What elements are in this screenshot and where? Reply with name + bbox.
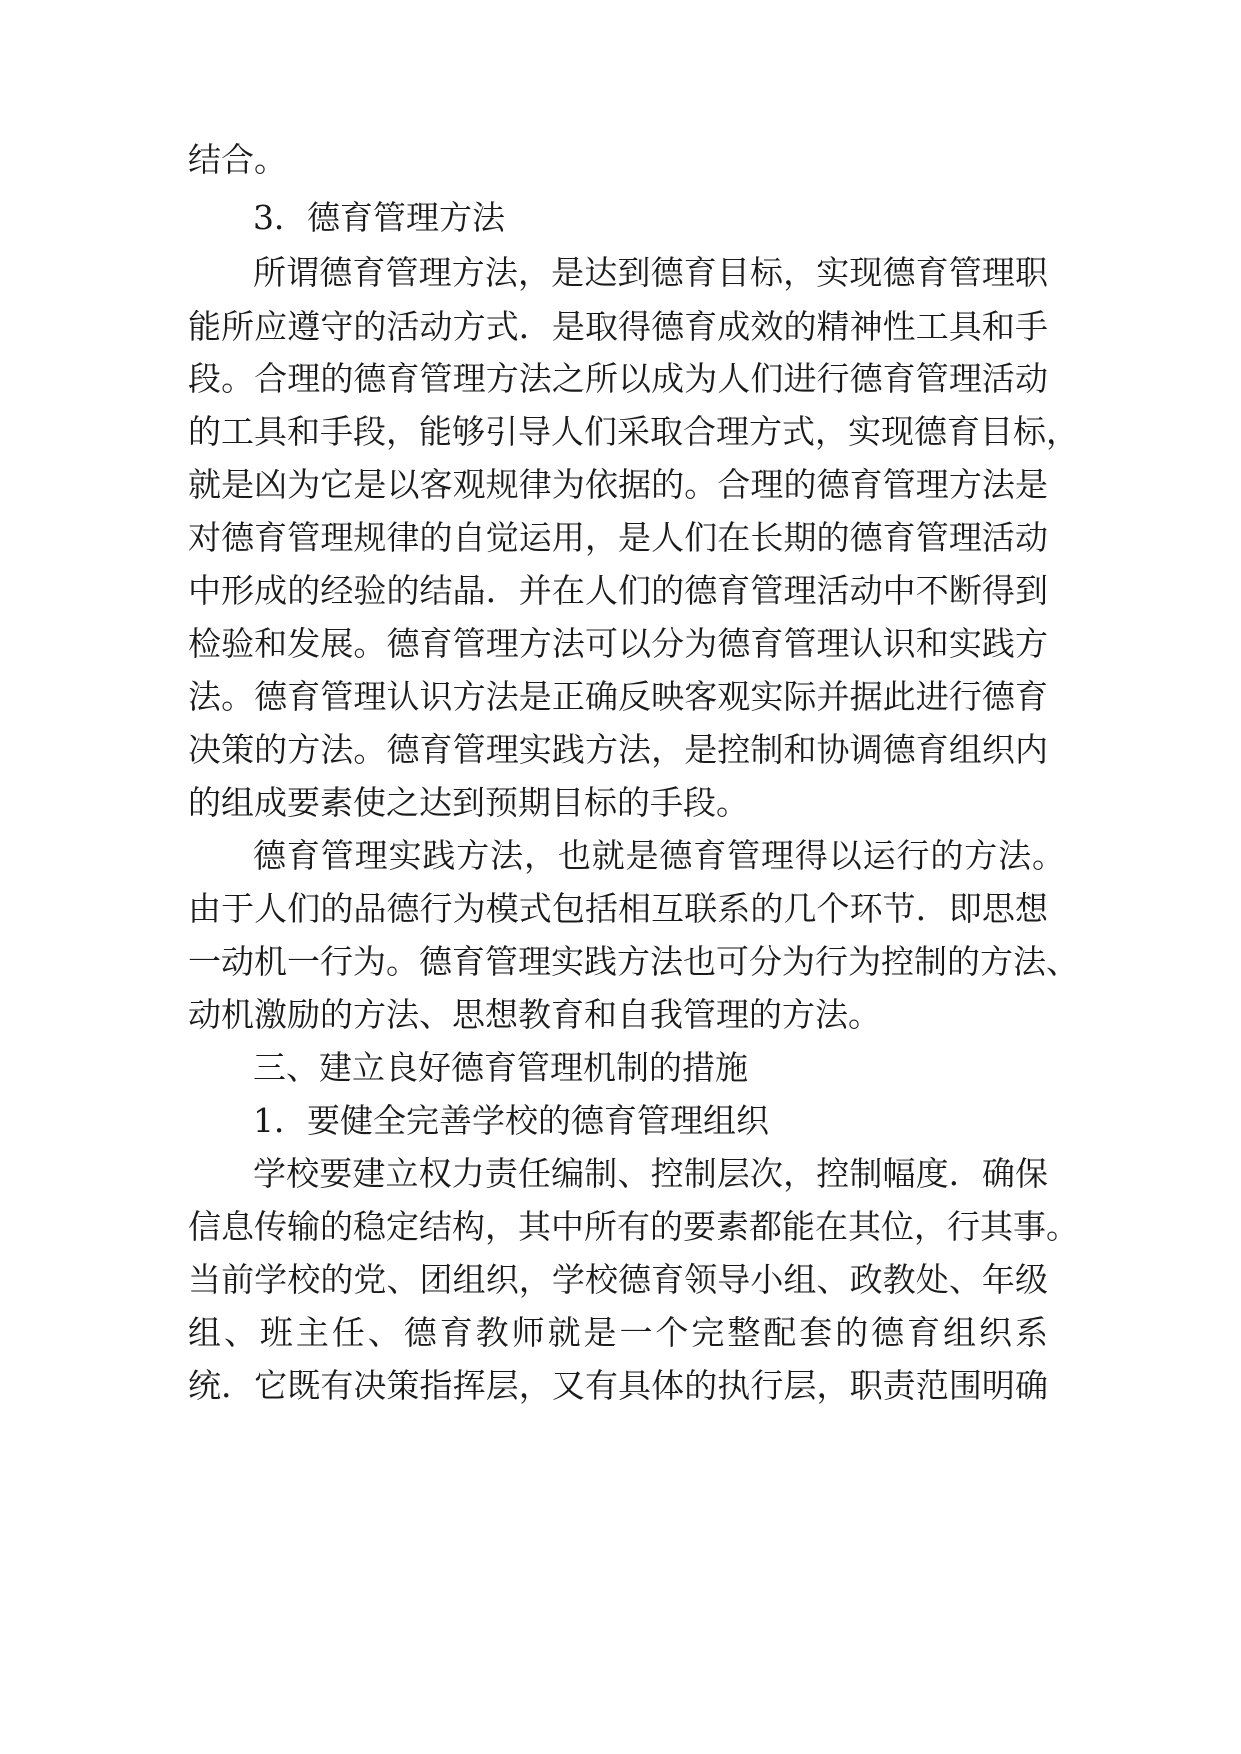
text-line: 信息传输的稳定结构，其中所有的要素都能在其位，行其事。	[188, 1207, 1079, 1246]
text-line: 学校要建立权力责任编制、控制层次，控制幅度．确保	[253, 1154, 1048, 1193]
section-heading: 三、建立良好德育管理机制的措施	[253, 1048, 748, 1087]
text-line: 的组成要素使之达到预期目标的手段。	[188, 783, 749, 822]
text-line: 组、班主任、德育教师就是一个完整配套的德育组织系	[188, 1313, 1048, 1352]
text-line: 的工具和手段，能够引导人们采取合理方式，实现德育目标，	[188, 412, 1079, 451]
text-line: 结合。	[188, 140, 287, 179]
text-line: 当前学校的党、团组织，学校德育领导小组、政教处、年级	[188, 1260, 1048, 1299]
text-line: 检验和发展。德育管理方法可以分为德育管理认识和实践方	[188, 624, 1048, 663]
text-line: 对德育管理规律的自觉运用，是人们在长期的德育管理活动	[188, 518, 1048, 557]
text-line: 段。合理的德育管理方法之所以成为人们进行德育管理活动	[188, 359, 1048, 398]
text-line: 动机激励的方法、思想教育和自我管理的方法。	[188, 995, 881, 1034]
text-line: 决策的方法。德育管理实践方法，是控制和协调德育组织内	[188, 730, 1048, 769]
subsection-heading: 1．要健全完善学校的德育管理组织	[253, 1101, 769, 1140]
section-heading: 3．德育管理方法	[253, 198, 505, 237]
text-line: 统．它既有决策指挥层，又有具体的执行层，职责范围明确	[188, 1366, 1048, 1405]
text-line: 由于人们的品德行为模式包括相互联系的几个环节．即思想	[188, 889, 1048, 928]
text-line: 能所应遵守的活动方式．是取得德育成效的精神性工具和手	[188, 307, 1048, 346]
text-line: 就是凶为它是以客观规律为依据的。合理的德育管理方法是	[188, 465, 1048, 504]
text-line: 一动机一行为。德育管理实践方法也可分为行为控制的方法、	[188, 942, 1079, 981]
text-line: 所谓德育管理方法，是达到德育目标，实现德育管理职	[253, 253, 1048, 292]
text-line: 法。德育管理认识方法是正确反映客观实际并据此进行德育	[188, 677, 1048, 716]
text-line: 中形成的经验的结晶．并在人们的德育管理活动中不断得到	[188, 571, 1048, 610]
text-line: 德育管理实践方法，也就是德育管理得以运行的方法。	[253, 836, 1065, 875]
